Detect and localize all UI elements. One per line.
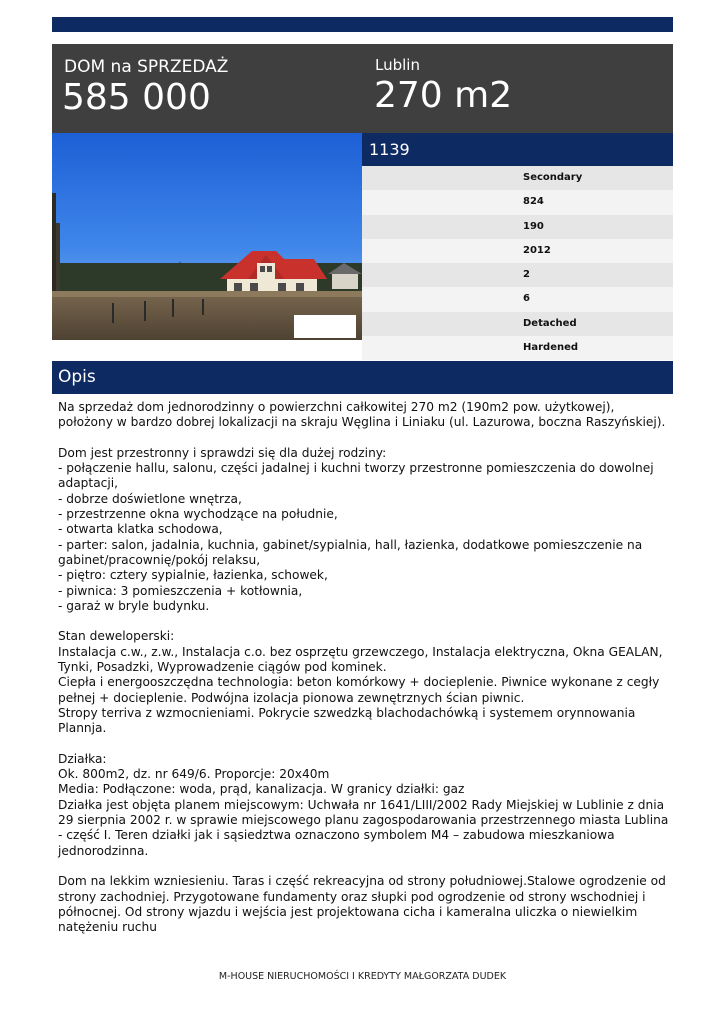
spec-row (362, 336, 673, 360)
listing-header (52, 44, 673, 133)
spec-row (362, 190, 673, 214)
listing-price: 585 000 (62, 77, 211, 118)
description-section-header (52, 361, 673, 394)
spec-row (362, 287, 673, 311)
listing-id: 1139 (369, 140, 410, 159)
spec-row (362, 263, 673, 287)
spec-row (362, 239, 673, 263)
listing-type: DOM na SPRZEDAŻ (64, 57, 229, 77)
agency-footer: M-HOUSE NIERUCHOMOŚCI I KREDYTY MAŁGORZATA DUDEK (218, 971, 507, 982)
spec-value: 2 (523, 269, 530, 281)
spec-value: 824 (523, 196, 544, 208)
property-photo (52, 133, 362, 340)
listing-id-bar (362, 133, 673, 166)
spec-row (362, 312, 673, 336)
spec-table (362, 166, 673, 360)
spec-value: 6 (523, 293, 530, 305)
spec-value: 190 (523, 220, 544, 232)
section-title: Opis (58, 367, 96, 387)
spec-value: Detached (523, 317, 577, 329)
spec-value: Hardened (523, 342, 579, 354)
top-accent-bar (52, 17, 673, 32)
spec-row-market (362, 166, 673, 190)
listing-area: 270 m2 (374, 75, 513, 116)
spec-row (362, 215, 673, 239)
spec-value: Secondary (523, 172, 583, 183)
spec-value: 2012 (523, 244, 551, 256)
listing-city: Lublin (375, 56, 420, 74)
property-description: Na sprzedaż dom jednorodzinny o powierzchni całkowitej 270 m2 (190m2 pow. użytkowej), położony w bardzo dobrej lokalizacji na skraju Węglina i Liniaku (ul. Lazurowa, boczna Raszyńskiej). Dom jest przestronny i sprawdzi się dla dużej rodziny: - połączenie hallu, salonu, części jadalnej i kuchni tworzy przestronne pomieszczenia do dowolnej adaptacji, - dobrze doświetlone wnętrza, - przestrzenne okna wychodzące na południe, - otwarta klatka schodowa, - parter: salon, jadalnia, kuchnia, gabinet/sypialnia, hall, łazienka, dodatkowe pomieszczenie na gabinet/pracownię/pokój relaksu, - piętro: cztery sypialnie, łazienka, schowek, - piwnica: 3 pomieszczenia + kotłownia, - garaż w bryle budynku. Stan deweloperski: Instalacja c.w., z.w., Instalacja c.o. bez osprzętu grzewczego, Instalacja elektryczna, Okna GEALAN, Tynki, Posadzki, Wyprowadzenie ciągów pod kominek. Ciepła i energooszczędna technologia: beton komórkowy + docieplenie. Piwnice wykonane z cegły pełnej + docieplenie. Podwójna izolacja pionowa zewnętrznych ścian piwnic. Stropy terriva z wzmocnieniami. Pokrycie szwedzką blachodachówką i systemem orynnowania Plannja. Działka: Ok. 800m2, dz. nr 649/6. Proporcje: 20x40m Media: Podłączone: woda, prąd, kanalizacja. W granicy działki: gaz Działka jest objęta planem miejscowym: Uchwała nr 1641/LIII/2002 Rady Miejskiej w Lublinie z dnia 29 sierpnia 2002 r. w sprawie miejscowego planu zagospodarowania przestrzennego miasta Lublina - część I. Teren działki jak i sąsiedztwa oznaczono symbolem M4 – zabudowa mieszkaniowa jednorodzinna. Dom na lekkim wzniesieniu. Taras i część rekreacyjna od strony południowej.Stalowe ogrodzenie od strony zachodniej. Przygotowane fundamenty oraz słupki pod ogrodzenie od strony wschodniej i północnej. Od strony wjazdu i wejścia jest projektowana cicha i kameralna uliczka o niewielkim natężeniu ruchu (58, 400, 669, 935)
